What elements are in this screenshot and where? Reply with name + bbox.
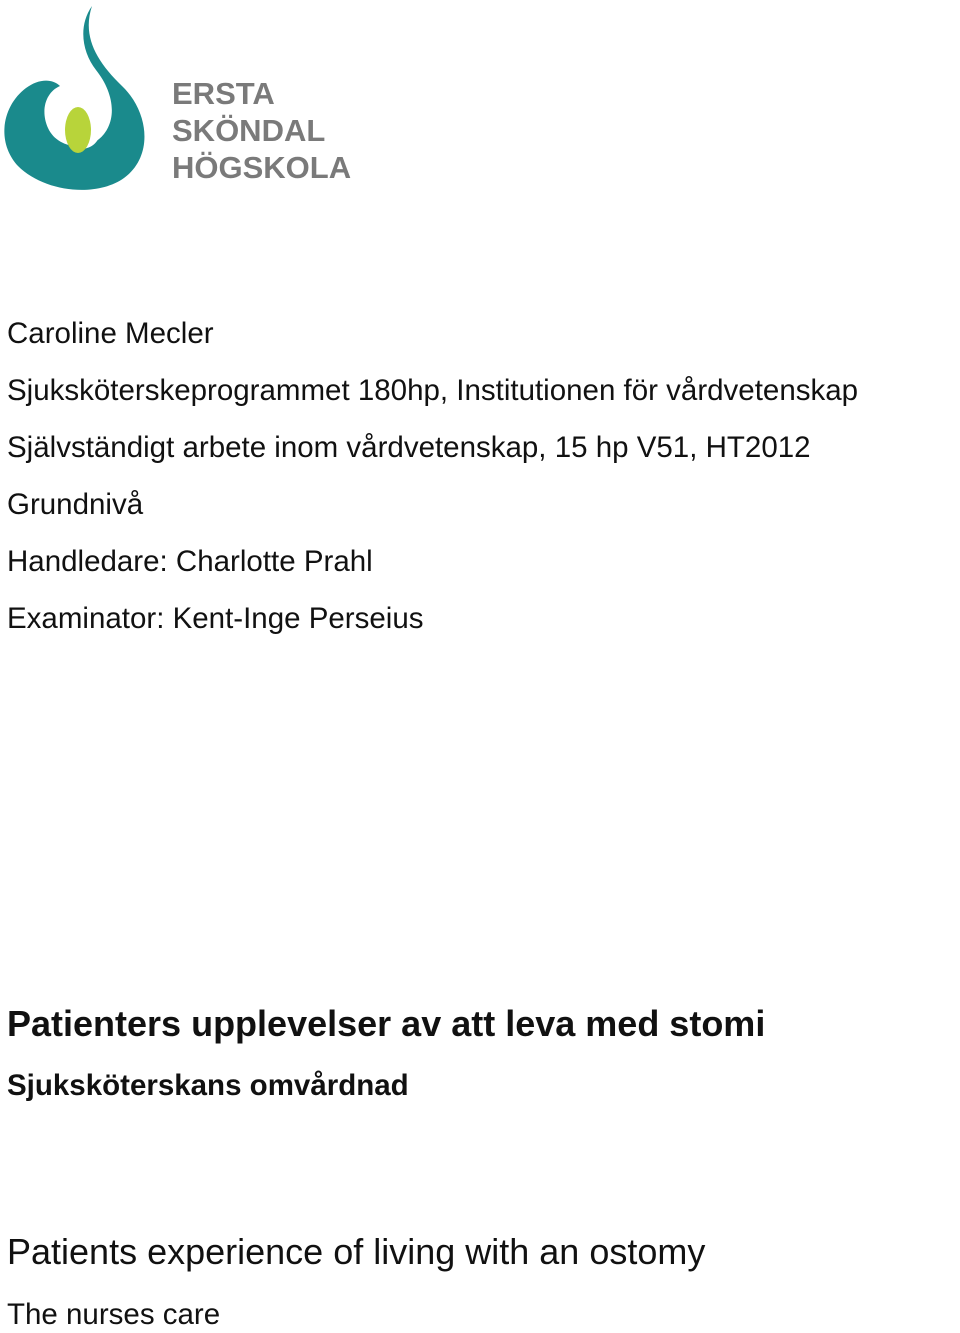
level-line: Grundnivå: [7, 488, 144, 521]
author-name: Caroline Mecler: [7, 317, 214, 350]
examiner-line: Examinator: Kent-Inge Perseius: [7, 602, 424, 635]
thesis-title-english: Patients experience of living with an ostomy: [7, 1231, 706, 1272]
thesis-subtitle-swedish: Sjuksköterskans omvårdnad: [7, 1069, 409, 1102]
logo-line-2: SKÖNDAL: [172, 113, 326, 148]
logo-line-3: HÖGSKOLA: [172, 150, 352, 184]
drop-logo-icon: [4, 6, 174, 190]
logo-line-1: ERSTA: [172, 76, 275, 111]
program-line: Sjuksköterskeprogrammet 180hp, Institutionen för vårdvetenskap: [7, 374, 859, 407]
thesis-title-swedish: Patienters upplevelser av att leva med stomi: [7, 1003, 766, 1044]
university-logo: [4, 6, 352, 190]
logo-wordmark: [172, 74, 352, 184]
course-line: Självständigt arbete inom vårdvetenskap, 15 hp V51, HT2012: [7, 431, 811, 464]
supervisor-line: Handledare: Charlotte Prahl: [7, 545, 373, 578]
thesis-subtitle-english: The nurses care: [7, 1298, 221, 1331]
